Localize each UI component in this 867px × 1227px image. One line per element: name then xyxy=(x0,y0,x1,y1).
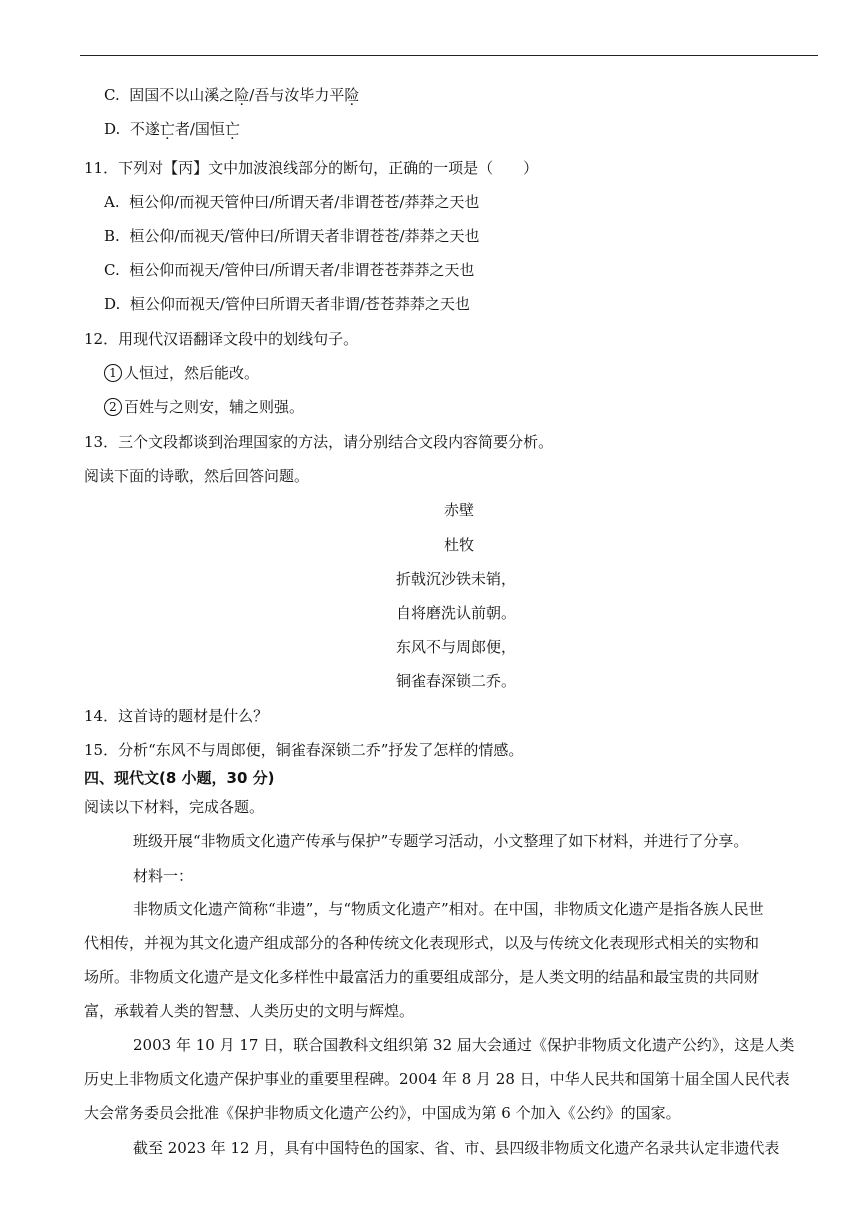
option-a-q11: A. 桓公仰/而视天管仲曰/所谓天者/非谓苍苍/莽莽之天也 xyxy=(104,193,480,211)
poem-line: 自将磨洗认前朝。 xyxy=(396,604,517,622)
question-12: 12．用现代汉语翻译文段中的划线句子。 xyxy=(84,330,359,348)
question-11: 11．下列对【丙】文中加波浪线部分的断句，正确的一项是（ ） xyxy=(84,159,539,177)
emphasis-dot-char: 险 xyxy=(234,86,250,104)
material-label: 材料一： xyxy=(133,867,194,885)
option-c-q10: C. 固国不以山溪之险/吾与汝毕力平险 xyxy=(104,86,360,104)
paragraph-line: 历史上非物质文化遗产保护事业的重要里程碑。2004 年 8 月 28 日，中华人民共和国第十届全国人民代表 xyxy=(84,1070,790,1088)
q12-item-2: 2 百姓与之则安，辅之则强。 xyxy=(104,397,304,417)
option-d-q11: D. 桓公仰而视天/管仲曰所谓天者非谓/苍苍莽莽之天也 xyxy=(104,295,470,313)
paragraph-line: 富，承载着人类的智慧、人类历史的文明与辉煌。 xyxy=(84,1002,415,1020)
paragraph-line: 代相传，并视为其文化遗产组成部分的各种传统文化表现形式，以及与传统文化表现形式相关的实物和 xyxy=(84,934,760,952)
q12-item-1: 1 人恒过，然后能改。 xyxy=(104,363,259,383)
header-rule xyxy=(80,55,818,56)
emphasis-dot-char: 险 xyxy=(344,86,360,104)
circled-number: 1 xyxy=(104,364,122,382)
option-c-q11: C. 桓公仰而视天/管仲曰/所谓天者/非谓苍苍莽莽之天也 xyxy=(104,261,475,279)
poem-intro: 阅读下面的诗歌，然后回答问题。 xyxy=(84,467,310,485)
question-13: 13．三个文段都谈到治理国家的方法，请分别结合文段内容简要分析。 xyxy=(84,433,554,451)
section-heading: 四、现代文(8 小题，30 分) xyxy=(84,769,275,787)
paragraph-line: 大会常务委员会批准《保护非物质文化遗产公约》，中国成为第 6 个加入《公约》的国家。 xyxy=(84,1104,681,1122)
option-d-q10: D. 不遂亡者/国恒亡 xyxy=(104,120,240,138)
poem-author: 杜牧 xyxy=(444,536,475,554)
paragraph: 班级开展“非物质文化遗产传承与保护”专题学习活动，小文整理了如下材料，并进行了分享。 xyxy=(133,832,749,850)
poem-line: 东风不与周郎便， xyxy=(396,638,517,656)
paragraph-line: 截至 2023 年 12 月，具有中国特色的国家、省、市、县四级非物质文化遗产名录共认定非遗代表 xyxy=(133,1139,780,1157)
section-intro: 阅读以下材料，完成各题。 xyxy=(84,798,265,816)
question-15: 15．分析“东风不与周郎便，铜雀春深锁二乔”抒发了怎样的情感。 xyxy=(84,741,524,759)
option-b-q11: B. 桓公仰/而视天/管仲曰/所谓天者非谓苍苍/莽莽之天也 xyxy=(104,227,480,245)
question-14: 14．这首诗的题材是什么？ xyxy=(84,707,269,725)
poem-line: 折戟沉沙铁未销， xyxy=(396,570,517,588)
paragraph-line: 非物质文化遗产简称“非遗”，与“物质文化遗产”相对。在中国，非物质文化遗产是指各族人民世 xyxy=(133,900,764,918)
poem-title: 赤壁 xyxy=(444,501,475,519)
emphasis-dot-char: 亡 xyxy=(159,120,175,138)
emphasis-dot-char: 亡 xyxy=(224,120,240,138)
circled-number: 2 xyxy=(104,398,122,416)
poem-line: 铜雀春深锁二乔。 xyxy=(396,672,517,690)
paragraph-line: 场所。非物质文化遗产是文化多样性中最富活力的重要组成部分，是人类文明的结晶和最宝贵的共同财 xyxy=(84,968,760,986)
paragraph-line: 2003 年 10 月 17 日，联合国教科文组织第 32 届大会通过《保护非物质文化遗产公约》，这是人类 xyxy=(133,1036,795,1054)
